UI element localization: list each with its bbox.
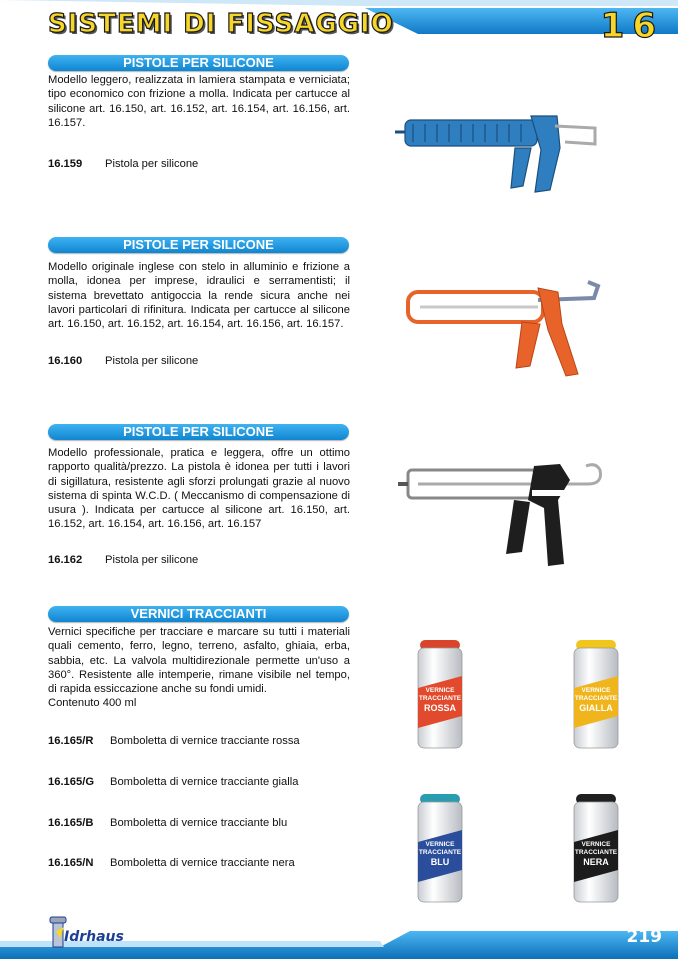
page-header: [0, 0, 678, 50]
product-row: [48, 857, 295, 869]
can-color-label: ROSSA: [423, 703, 457, 713]
spray-cans-image: [410, 638, 670, 906]
can-label: VERNICE: [425, 687, 455, 694]
can-label: TRACCIANTE: [418, 695, 462, 702]
can-label: TRACCIANTE: [574, 695, 618, 702]
can-label: TRACCIANTE: [574, 849, 618, 856]
can-color-label: GIALLA: [579, 703, 613, 713]
product-row: [48, 817, 287, 829]
can-color-label: NERA: [583, 857, 609, 867]
section-description: Vernici specifiche per tracciare e marcare su tutti i materiali quali cemento, ferro, legno, terreno, asfalto, ghiaia, erba, sabbia, etc. La valvola multidirezionale permette un'uso a 360°. Resistente alle intemperie, rimane visibile nel tempo, di rapida essiccazione anche su fondi umidi.: [48, 626, 350, 696]
product-name: Bomboletta di vernice tracciante blu: [110, 817, 288, 829]
product-name: Pistola per silicone: [105, 158, 199, 170]
product-row: [48, 158, 198, 170]
silicone-gun-image: [395, 108, 610, 198]
silicone-gun-image: [398, 460, 608, 570]
spray-can-blue: [418, 794, 462, 902]
product-name: Bomboletta di vernice tracciante rossa: [110, 735, 300, 747]
product-row: [48, 554, 198, 566]
product-name: Bomboletta di vernice tracciante gialla: [110, 776, 299, 788]
product-code: 16.165/R: [48, 735, 94, 747]
product-name: Pistola per silicone: [105, 554, 199, 566]
spray-can-red: [418, 640, 462, 748]
product-row: [48, 355, 198, 367]
spray-can-yellow: [574, 640, 618, 748]
silicone-gun-image: [398, 278, 608, 378]
section-description: Modello professionale, pratica e leggera, offre un ottimo rapporto qualità/prezzo. La pistola è idonea per tutti i lavori di sigillatura, resistente agli sforzi prolungati grazie al nuovo sistema di spinta W.C.D. ( Meccanismo di compensazione di usura ). Indicata per cartucce al silicone art. 16.150, art. 16.152, art. 16.154, art. 16.156, art. 16.157: [48, 447, 350, 531]
product-code: 16.165/G: [48, 776, 95, 788]
brand-name: Idrhaus: [64, 929, 124, 945]
product-row: [48, 776, 298, 788]
spray-can-black: [574, 794, 618, 902]
content-note: Contenuto 400 ml: [48, 697, 137, 709]
product-code: 16.160: [48, 355, 83, 367]
product-name: Pistola per silicone: [105, 355, 199, 367]
can-color-label: BLU: [430, 857, 450, 867]
chapter-number: 16: [600, 6, 664, 46]
can-label: VERNICE: [581, 687, 611, 694]
product-row: [48, 735, 300, 747]
page-title: SISTEMI DI FISSAGGIO: [48, 9, 394, 39]
product-code: 16.165/N: [48, 857, 94, 869]
section-heading: VERNICI TRACCIANTI: [48, 606, 349, 622]
product-code: 16.159: [48, 158, 83, 170]
section-description: Modello leggero, realizzata in lamiera stampata e verniciata; tipo economico con frizione a molla. Indicata per cartucce al silicone art. 16.150, art. 16.152, art. 16.154, art. 16.156, art. 16.157.: [48, 74, 350, 129]
can-label: VERNICE: [425, 841, 455, 848]
section-heading: PISTOLE PER SILICONE: [48, 424, 349, 440]
page-number: 219: [626, 927, 662, 947]
page-footer: [0, 919, 678, 959]
can-label: TRACCIANTE: [418, 849, 462, 856]
section-heading: PISTOLE PER SILICONE: [48, 237, 349, 253]
product-code: 16.162: [48, 554, 83, 566]
product-name: Bomboletta di vernice tracciante nera: [110, 857, 295, 869]
section-description: Modello originale inglese con stelo in alluminio e frizione a molla, idonea per imprese, idraulici e serramentisti; il sistema brevettato antigoccia la rende sicura anche nei lavori particolari di rifinitura. Indicata per cartucce al silicone art. 16.150, art. 16.152, art. 16.154, art. 16.156, art. 16.157.: [48, 261, 350, 331]
can-label: VERNICE: [581, 841, 611, 848]
product-code: 16.165/B: [48, 817, 94, 829]
section-heading: PISTOLE PER SILICONE: [48, 55, 349, 71]
